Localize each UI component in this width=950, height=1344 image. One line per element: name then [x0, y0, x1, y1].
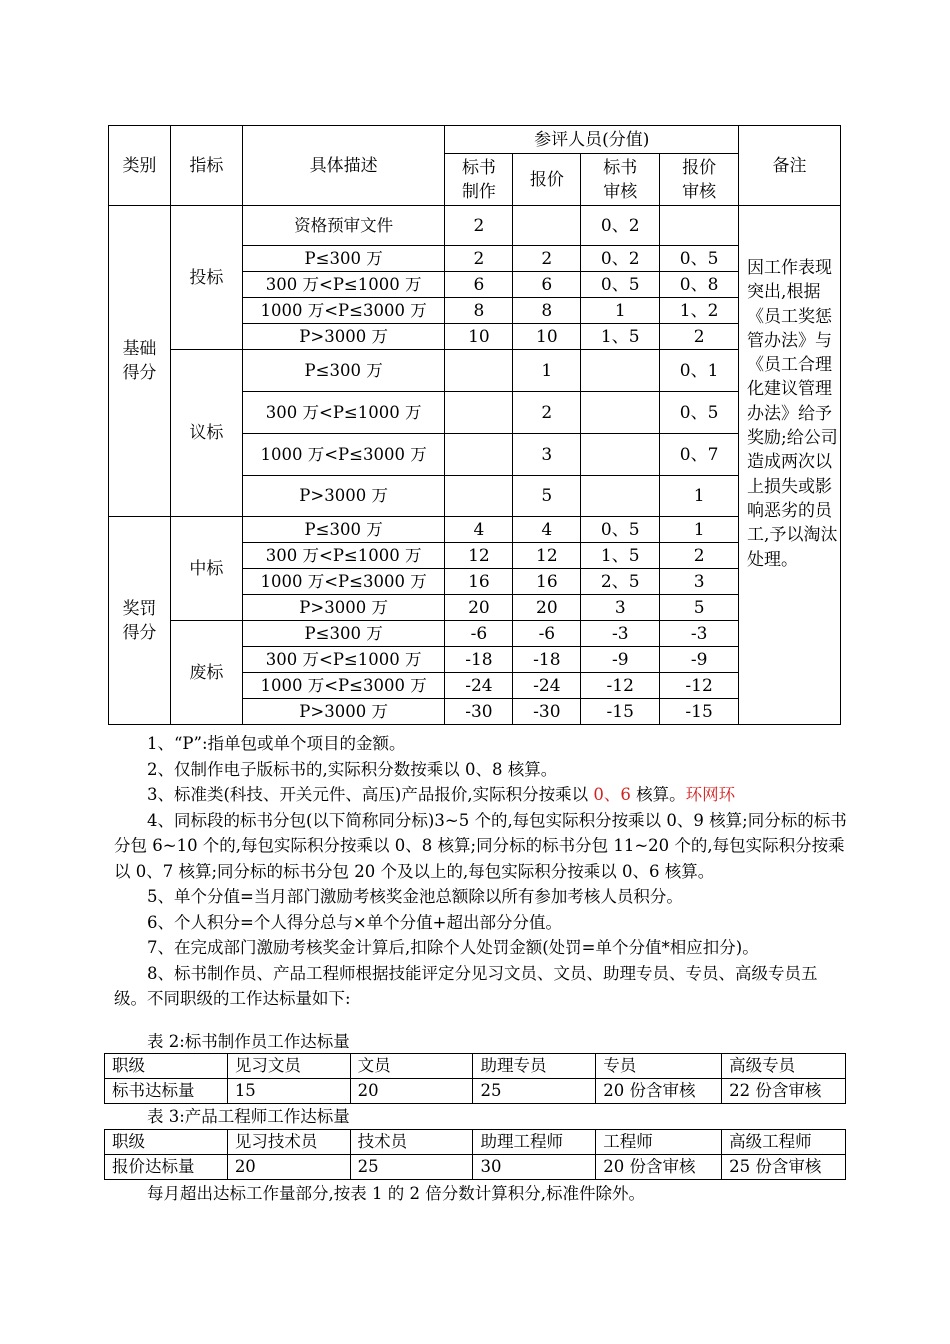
- note-4: 4、同标段的标书分包(以下简称同分标)3~5 个的,每包实际积分按乘以 0、9 核算;同分标的标书分包 6~10 个的,每包实际积分按乘以 0、8 核算;同分标的标书分包 11~20 个的,每包实际积分按乘以 0、7 核算;同分标的标书分包 20 个及以上的,每包实际积分按乘以 0、6 核算。: [114, 810, 847, 881]
- header-bid-review: 标书 审核: [581, 154, 660, 206]
- score-cell: [581, 392, 660, 434]
- table-row: [105, 1079, 846, 1104]
- score-cell: 0、1: [660, 350, 739, 392]
- data-cell: 22 份含审核: [722, 1079, 846, 1104]
- score-cell: 0、5: [660, 246, 739, 272]
- notes-section: [114, 731, 849, 1012]
- score-cell: 8: [445, 298, 513, 324]
- note-3: [114, 782, 849, 808]
- score-cell: 0、8: [660, 272, 739, 298]
- header-cell: 高级专员: [722, 1054, 846, 1079]
- score-cell: -3: [581, 621, 660, 647]
- note-6: 6、个人积分=个人得分总与×单个分值+超出部分分值。: [147, 912, 562, 932]
- description-cell: 1000 万<P≤3000 万: [242, 673, 445, 699]
- description-cell: P≤300 万: [242, 621, 445, 647]
- scoring-table: [108, 125, 841, 725]
- header-cell: 职级: [105, 1054, 228, 1079]
- score-cell: 0、7: [660, 434, 739, 476]
- description-cell: 300 万<P≤1000 万: [242, 392, 445, 434]
- table-row: [109, 350, 841, 392]
- description-cell: P>3000 万: [242, 595, 445, 621]
- score-cell: 2: [660, 324, 739, 350]
- data-cell: 20 份含审核: [596, 1155, 722, 1180]
- score-cell: 10: [445, 324, 513, 350]
- data-cell: 20: [227, 1155, 350, 1180]
- score-cell: -3: [660, 621, 739, 647]
- score-cell: 2: [660, 543, 739, 569]
- score-cell: 1: [660, 517, 739, 543]
- indicator-discuss: 议标: [170, 350, 242, 517]
- data-cell: 标书达标量: [105, 1079, 228, 1104]
- score-cell: [660, 206, 739, 246]
- header-cell: 见习文员: [227, 1054, 350, 1079]
- table-row: [109, 621, 841, 647]
- score-cell: 0、5: [581, 272, 660, 298]
- score-cell: -12: [660, 673, 739, 699]
- data-cell: 25 份含审核: [722, 1155, 846, 1180]
- score-cell: 2: [513, 246, 581, 272]
- remark-cell: 因工作表现突出,根据《员工奖惩管办法》与《员工合理化建议管理办法》给予奖励;给公司造成两次以上损失或影响恶劣的员工,予以淘汰处理。: [739, 206, 841, 725]
- description-cell: P≤300 万: [242, 517, 445, 543]
- header-cell: 工程师: [596, 1130, 722, 1155]
- description-cell: P>3000 万: [242, 324, 445, 350]
- score-cell: 4: [445, 517, 513, 543]
- indicator-void: 废标: [170, 621, 242, 725]
- score-cell: -9: [660, 647, 739, 673]
- score-cell: 1、2: [660, 298, 739, 324]
- score-cell: 0、2: [581, 246, 660, 272]
- score-cell: 3: [660, 569, 739, 595]
- score-cell: [581, 350, 660, 392]
- table-header-row: [105, 1054, 846, 1079]
- header-remark: 备注: [739, 126, 841, 206]
- score-cell: 8: [513, 298, 581, 324]
- score-cell: 20: [445, 595, 513, 621]
- score-cell: 0、5: [660, 392, 739, 434]
- score-cell: 1、5: [581, 324, 660, 350]
- score-cell: 10: [513, 324, 581, 350]
- score-cell: 5: [513, 476, 581, 517]
- score-cell: 12: [513, 543, 581, 569]
- score-cell: -24: [513, 673, 581, 699]
- score-cell: 16: [445, 569, 513, 595]
- score-cell: 6: [445, 272, 513, 298]
- header-quote: 报价: [513, 154, 581, 206]
- note-5: 5、单个分值=当月部门激励考核奖金池总额除以所有参加考核人员积分。: [147, 887, 683, 906]
- score-cell: 3: [581, 595, 660, 621]
- score-cell: -15: [660, 699, 739, 725]
- score-cell: [513, 206, 581, 246]
- header-cell: 职级: [105, 1130, 228, 1155]
- score-cell: 1、5: [581, 543, 660, 569]
- header-cell: 助理工程师: [473, 1130, 596, 1155]
- category-reward: 奖罚 得分: [109, 517, 171, 725]
- table2: [104, 1053, 846, 1104]
- data-cell: 20 份含审核: [596, 1079, 722, 1104]
- score-cell: [445, 392, 513, 434]
- description-cell: 300 万<P≤1000 万: [242, 647, 445, 673]
- note-2: 2、仅制作电子版标书的,实际积分数按乘以 0、8 核算。: [147, 759, 558, 779]
- score-cell: [581, 476, 660, 517]
- score-cell: 4: [513, 517, 581, 543]
- table2-caption: 表 2:标书制作员工作达标量: [147, 1032, 350, 1051]
- score-cell: -18: [513, 647, 581, 673]
- footer-note: 每月超出达标工作量部分,按表 1 的 2 倍分数计算积分,标准件除外。: [147, 1184, 645, 1203]
- score-cell: -12: [581, 673, 660, 699]
- indicator-bid: 投标: [170, 206, 242, 350]
- table-header-row: [105, 1130, 846, 1155]
- score-cell: 0、2: [581, 206, 660, 246]
- data-cell: 20: [350, 1079, 473, 1104]
- header-category: 类别: [109, 126, 171, 206]
- score-cell: 2、5: [581, 569, 660, 595]
- score-cell: -9: [581, 647, 660, 673]
- score-cell: 12: [445, 543, 513, 569]
- description-cell: P≤300 万: [242, 246, 445, 272]
- data-cell: 30: [473, 1155, 596, 1180]
- header-cell: 技术员: [350, 1130, 473, 1155]
- score-cell: 2: [445, 206, 513, 246]
- data-cell: 25: [350, 1155, 473, 1180]
- header-cell: 专员: [596, 1054, 722, 1079]
- note-3-text: 3、标准类(科技、开关元件、高压)产品报价,实际积分按乘以: [147, 785, 594, 804]
- score-cell: 1: [581, 298, 660, 324]
- score-cell: [581, 434, 660, 476]
- score-cell: -15: [581, 699, 660, 725]
- description-cell: 1000 万<P≤3000 万: [242, 569, 445, 595]
- data-cell: 15: [227, 1079, 350, 1104]
- description-cell: 300 万<P≤1000 万: [242, 272, 445, 298]
- table-row: [109, 517, 841, 543]
- score-cell: [445, 434, 513, 476]
- score-cell: -6: [445, 621, 513, 647]
- score-cell: -30: [445, 699, 513, 725]
- description-cell: 1000 万<P≤3000 万: [242, 298, 445, 324]
- note-3-red-tail: 环网环: [685, 785, 736, 804]
- header-quote-review: 报价 审核: [660, 154, 739, 206]
- note-3-text-end: 核算。: [630, 785, 686, 804]
- data-cell: 报价达标量: [105, 1155, 228, 1180]
- score-cell: 1: [660, 476, 739, 517]
- score-cell: 6: [513, 272, 581, 298]
- header-participants: 参评人员(分值): [445, 126, 739, 154]
- score-cell: -30: [513, 699, 581, 725]
- category-basic: 基础 得分: [109, 206, 171, 517]
- score-cell: -24: [445, 673, 513, 699]
- score-cell: 0、5: [581, 517, 660, 543]
- score-cell: 20: [513, 595, 581, 621]
- header-cell: 文员: [350, 1054, 473, 1079]
- header-cell: 见习技术员: [227, 1130, 350, 1155]
- score-cell: 3: [513, 434, 581, 476]
- header-indicator: 指标: [170, 126, 242, 206]
- score-cell: 5: [660, 595, 739, 621]
- score-cell: 2: [445, 246, 513, 272]
- note-1: 1、“P”:指单包或单个项目的金额。: [147, 734, 406, 753]
- score-cell: [445, 350, 513, 392]
- note-3-highlight: 0、6: [593, 785, 631, 804]
- table3-caption: 表 3:产品工程师工作达标量: [147, 1107, 350, 1126]
- description-cell: 资格预审文件: [242, 206, 445, 246]
- score-cell: 1: [513, 350, 581, 392]
- data-cell: 25: [473, 1079, 596, 1104]
- table-row: [109, 206, 841, 246]
- note-8: 8、标书制作员、产品工程师根据技能评定分见习文员、文员、助理专员、专员、高级专员五级。不同职级的工作达标量如下:: [114, 963, 818, 1008]
- score-cell: -6: [513, 621, 581, 647]
- table-row: [105, 1155, 846, 1180]
- description-cell: P>3000 万: [242, 476, 445, 517]
- score-cell: 2: [513, 392, 581, 434]
- description-cell: P>3000 万: [242, 699, 445, 725]
- table3: [104, 1129, 846, 1180]
- header-description: 具体描述: [242, 126, 445, 206]
- indicator-win: 中标: [170, 517, 242, 621]
- header-cell: 助理专员: [473, 1054, 596, 1079]
- score-cell: -18: [445, 647, 513, 673]
- score-cell: [445, 476, 513, 517]
- header-cell: 高级工程师: [722, 1130, 846, 1155]
- description-cell: 300 万<P≤1000 万: [242, 543, 445, 569]
- description-cell: 1000 万<P≤3000 万: [242, 434, 445, 476]
- header-bid-making: 标书 制作: [445, 154, 513, 206]
- score-cell: 16: [513, 569, 581, 595]
- note-7: 7、在完成部门激励考核奖金计算后,扣除个人处罚金额(处罚=单个分值*相应扣分)。: [147, 938, 759, 957]
- description-cell: P≤300 万: [242, 350, 445, 392]
